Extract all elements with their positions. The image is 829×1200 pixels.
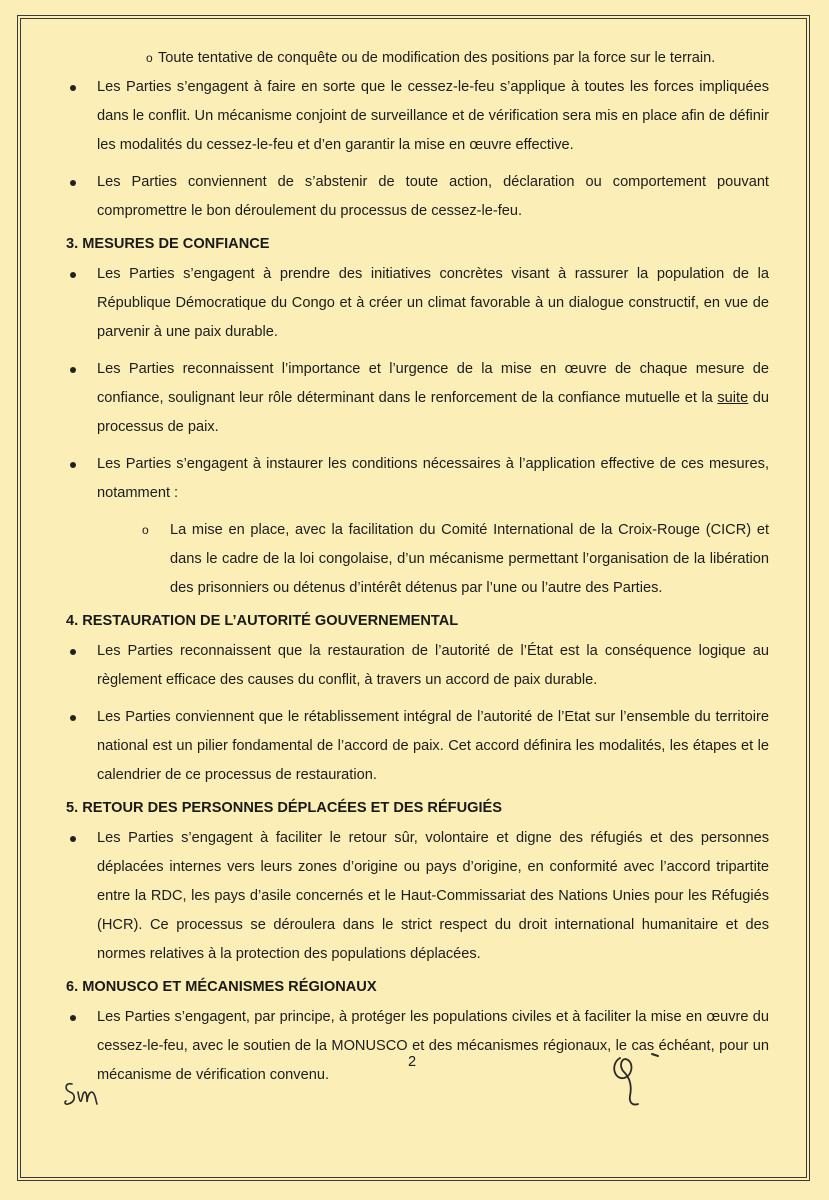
paragraph-text: Les Parties s’engagent à faire en sorte que le cessez-le-feu s’applique à toutes les forces impliquées dans le conflit. Un mécanisme conjoint de surveillance et de vérification sera mis en place afin de définir les modalités du cessez-le-feu et d’en garantir la mise en œuvre effective. (97, 79, 769, 153)
underlined-word: suite (717, 390, 749, 406)
list-item (66, 637, 769, 695)
section-heading-5: 5. RETOUR DES PERSONNES DÉPLACÉES ET DES RÉFUGIÉS (66, 800, 503, 816)
list-item (66, 73, 769, 160)
sub-item-text: Toute tentative de conquête ou de modification des positions par la force sur le terrain. (158, 50, 716, 66)
list-item (66, 44, 769, 73)
list-item (66, 260, 769, 347)
paragraph-text-end: du processus de paix. (97, 390, 769, 435)
paragraph-text: Les Parties s’engagent, par principe, à protéger les populations civiles et à faciliter la mise en œuvre du cessez-le-feu, avec le soutien de la MONUSCO et des mécanismes régionaux, le cas échéant, pour un mécanisme de vérification convenu. (97, 1009, 769, 1083)
section-heading-3: 3. MESURES DE CONFIANCE (66, 236, 270, 252)
paragraph-text: Les Parties conviennent de s’abstenir de toute action, déclaration ou comportement pouvant compromettre le bon déroulement du processus de cessez-le-feu. (97, 174, 769, 219)
list-item (66, 168, 769, 226)
paragraph-text: Les Parties s’engagent à prendre des initiatives concrètes visant à rassurer la population de la République Démocratique du Congo et à créer un climat favorable à un dialogue constructif, en vue de parvenir à une paix durable. (97, 266, 769, 340)
list-item (66, 703, 769, 790)
list-item (66, 824, 769, 969)
list-item (66, 450, 769, 508)
list-item (66, 516, 769, 603)
paragraph-text: Les Parties conviennent que le rétablissement intégral de l’autorité de l’Etat sur l’ensemble du territoire national est un pilier fondamental de l’accord de paix. Cet accord définira les modalités, les étapes et le calendrier de ce processus de restauration. (97, 709, 769, 783)
sub-bullet-marker: o (142, 523, 149, 537)
sub-bullet-marker: o (146, 51, 153, 65)
page-number: 2 (408, 1054, 417, 1070)
section-heading-4: 4. RESTAURATION DE L’AUTORITÉ GOUVERNEMENTAL (66, 613, 459, 629)
paragraph-text: Les Parties s’engagent à faciliter le retour sûr, volontaire et digne des réfugiés et des personnes déplacées internes vers leurs zones d’origine ou pays d’origine, en conformité avec l’accord tripartite entre la RDC, les pays d’asile concernés et le Haut-Commissariat des Nations Unies pour les Réfugiés (HCR). Ce processus se déroulera dans le strict respect du droit international humanitaire et des normes relatives à la protection des populations déplacées. (97, 830, 769, 962)
initials-signature-left (62, 1078, 112, 1112)
paragraph-text: Les Parties s’engagent à instaurer les conditions nécessaires à l’application effective de ces mesures, notamment : (97, 456, 769, 501)
document-body (66, 44, 769, 1090)
section-heading-6: 6. MONUSCO ET MÉCANISMES RÉGIONAUX (66, 979, 377, 995)
list-item (66, 355, 769, 442)
sub-item-text: La mise en place, avec la facilitation du Comité International de la Croix-Rouge (CICR) et dans le cadre de la loi congolaise, d’un mécanisme permettant l’organisation de la libération des prisonniers ou détenus d’intérêt détenus par l’une ou l’autre des Parties. (170, 522, 769, 596)
paragraph-text-start: Les Parties reconnaissent l’importance et l’urgence de la mise en œuvre de chaque mesure de confiance, soulignant leur rôle déterminant dans le renforcement de la confiance mutuelle et la (97, 361, 769, 406)
paragraph-text: Les Parties reconnaissent que la restauration de l’autorité de l’État est la conséquence logique au règlement efficace des causes du conflit, à travers un accord de paix durable. (97, 643, 769, 688)
initials-signature-right (608, 1050, 668, 1110)
